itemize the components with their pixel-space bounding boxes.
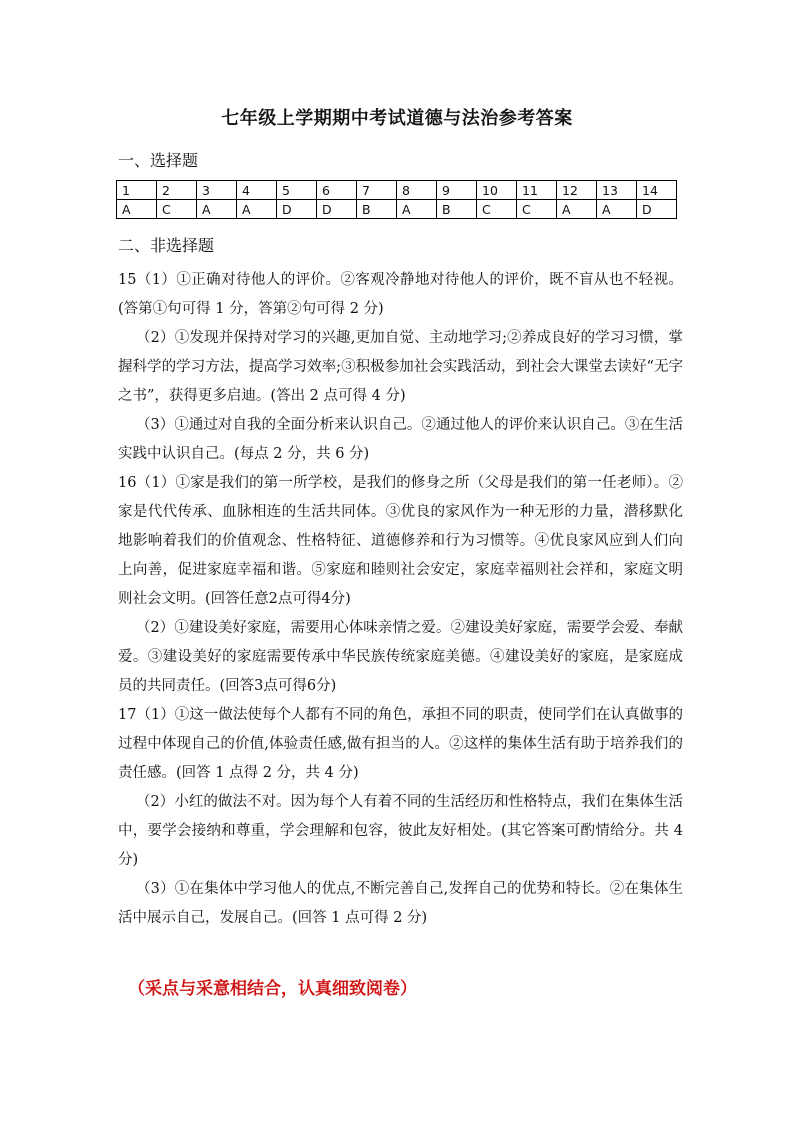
- answer-cell: A: [557, 200, 597, 219]
- page-title: 七年级上学期期中考试道德与法治参考答案: [221, 108, 573, 129]
- answer-paragraph-17-1: 17（1）①这一做法使每个人都有不同的角色，承担不同的职责，使同学们在认真做事的过程中体现自己的价值,体验责任感,做有担当的人。②这样的集体生活有助于培养我们的责任感。(回答 1 点得 2 分，共 4 分): [118, 707, 683, 781]
- answer-paragraph-15-1: 15（1）①正确对待他人的评价。②客观冷静地对待他人的评价，既不盲从也不轻视。(答第①句可得 1 分，答第②句可得 2 分): [118, 272, 683, 317]
- answer-cell: B: [357, 200, 397, 219]
- answer-body: [118, 266, 683, 933]
- answer-cell: D: [317, 200, 357, 219]
- section-heading-nonchoice: 二、非选择题: [118, 236, 215, 255]
- question-number-cell: 4: [237, 181, 277, 200]
- question-number-cell: 10: [477, 181, 517, 200]
- question-number-cell: 7: [357, 181, 397, 200]
- answer-paragraph-15-2: （2）①发现并保持对学习的兴趣,更加自觉、主动地学习;②养成良好的学习习惯，掌握科学的学习方法，提高学习效率;③积极参加社会实践活动，到社会大课堂去读好“无字之书”，获得更多启迪。(答出 2 点可得 4 分): [118, 330, 683, 404]
- answer-paragraph-15-3: （3）①通过对自我的全面分析来认识自己。②通过他人的评价来认识自己。③在生活实践中认识自己。(每点 2 分，共 6 分): [118, 417, 683, 462]
- answer-paragraph-17-3: （3）①在集体中学习他人的优点,不断完善自己,发挥自己的优势和特长。②在集体生活中展示自己，发展自己。(回答 1 点可得 2 分): [118, 881, 683, 926]
- answer-cell: C: [157, 200, 197, 219]
- answer-cell: A: [117, 200, 157, 219]
- question-number-cell: 12: [557, 181, 597, 200]
- question-number-cell: 8: [397, 181, 437, 200]
- question-number-cell: 11: [517, 181, 557, 200]
- answer-cell: A: [397, 200, 437, 219]
- question-number-cell: 1: [117, 181, 157, 200]
- answer-cell: A: [237, 200, 277, 219]
- question-number-cell: 13: [597, 181, 637, 200]
- answer-cell: C: [477, 200, 517, 219]
- answer-cell: A: [197, 200, 237, 219]
- section-heading-choice: 一、选择题: [118, 151, 199, 170]
- answer-paragraph-16-2: （2）①建设美好家庭，需要用心体味亲情之爱。②建设美好家庭，需要学会爱、奉献爱。③建设美好的家庭需要传承中华民族传统家庭美德。④建设美好的家庭，是家庭成员的共同责任。(回答3点可得6分): [118, 620, 683, 694]
- answer-table: [116, 180, 677, 219]
- answer-table-number-row: [117, 181, 677, 200]
- answer-cell: D: [637, 200, 677, 219]
- answer-table-answer-row: [117, 200, 677, 219]
- question-number-cell: 2: [157, 181, 197, 200]
- answer-cell: A: [597, 200, 637, 219]
- answer-cell: D: [277, 200, 317, 219]
- question-number-cell: 6: [317, 181, 357, 200]
- grading-note: （采点与采意相结合，认真细致阅卷）: [128, 979, 417, 999]
- question-number-cell: 3: [197, 181, 237, 200]
- question-number-cell: 9: [437, 181, 477, 200]
- question-number-cell: 5: [277, 181, 317, 200]
- answer-cell: B: [437, 200, 477, 219]
- answer-cell: C: [517, 200, 557, 219]
- answer-paragraph-16-1: 16（1）①家是我们的第一所学校，是我们的修身之所（父母是我们的第一任老师）。②家是代代传承、血脉相连的生活共同体。③优良的家风作为一种无形的力量，潜移默化地影响着我们的价值观念、性格特征、道德修养和行为习惯等。④优良家风应到人们向上向善，促进家庭幸福和谐。⑤家庭和睦则社会安定，家庭幸福则社会祥和，家庭文明则社会文明。(回答任意2点可得4分): [118, 475, 683, 607]
- question-number-cell: 14: [637, 181, 677, 200]
- answer-paragraph-17-2: （2）小红的做法不对。因为每个人有着不同的生活经历和性格特点，我们在集体生活中，要学会接纳和尊重，学会理解和包容，彼此友好相处。(其它答案可酌情给分。共 4 分): [118, 794, 683, 868]
